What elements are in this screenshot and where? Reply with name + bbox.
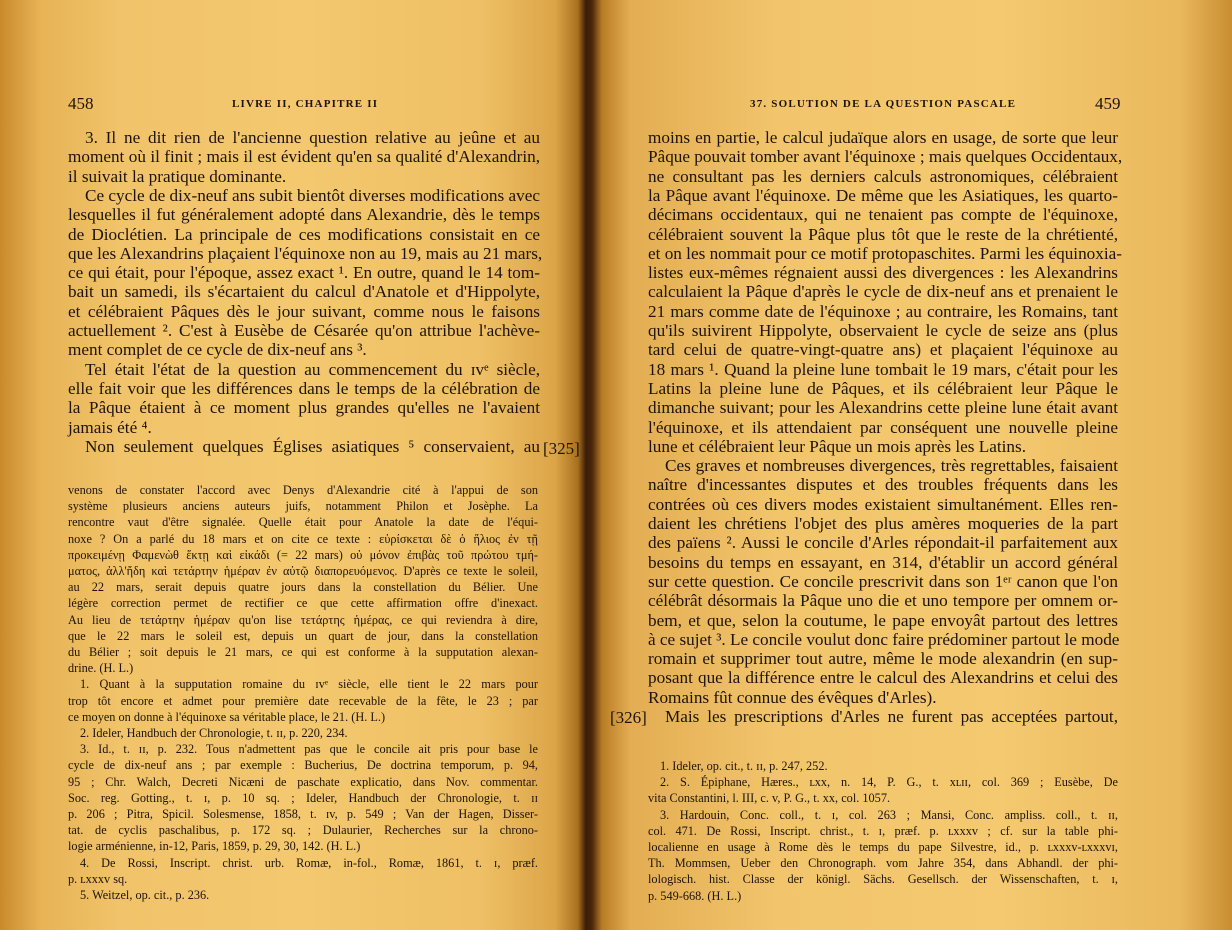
body-line: la Pâque avant l'équinoxe. De même que les Asiatiques, les quarto-: [648, 185, 1118, 205]
body-line: à ce sujet ³. Le concile voulut donc faire prédominer partout le mode: [648, 629, 1120, 649]
body-line: daient les chrétiens l'objet des plus amères moqueries de la part: [648, 514, 1118, 533]
footnote-line: Au lieu de τετάρτην ἡμέραν qu'on lise τετάρτης ἡμέρας, ce qui reviendra à dire,: [68, 612, 538, 627]
margin-page-marker: [326]: [610, 708, 647, 727]
body-line: 3. Il ne dit rien de l'ancienne question relative au jeûne et au: [85, 128, 540, 147]
footnote-line: προκειμένῃ Φαμενὼθ ἕκτῃ καὶ εἰκάδι (= 22 mars) οὐ μόνον ἐπιβὰς τοῦ πρώτου τμή-: [68, 547, 538, 562]
body-line: romain et supprimer tout autre, même le mode alexandrin (en sup-: [648, 649, 1118, 669]
body-line: Ce cycle de dix-neuf ans subit bientôt diverses modifications avec: [85, 185, 540, 205]
left-page: [0, 0, 586, 930]
footnote-line: p. 206 ; Pitra, Spicil. Solesmense, 1858, t. ɪv, p. 549 ; Van der Hagen, Disser-: [68, 807, 538, 821]
body-line: Latins la pleine lune de Pâques, et ils célébraient leur Pâque le: [648, 378, 1118, 398]
footnote-line: col. 471. De Rossi, Inscript. christ., t. ɪ, præf. p. ʟxxxv ; cf. sur la table phi-: [648, 823, 1118, 838]
footnote-line: rencontre vaut d'être signalée. Quelle était pour Anatole la date de l'équi-: [68, 515, 538, 530]
body-line: et célébraient Pâques dès le jour suivant, comme nous le faisons: [68, 301, 540, 321]
body-line: posant que la différence entre le calcul des Alexandrins et celui des: [648, 668, 1118, 688]
footnote-line: noxe ? On a parlé du 18 mars et on cite ce texte : εὑρίσκεται δὲ ὁ ἥλιος ἐν τῇ: [68, 531, 538, 546]
body-line: dimanche suivant; pour les Alexandrins cette pleine lune était avant: [648, 398, 1118, 418]
footnote-line: logie arménienne, in-12, Paris, 1859, p. 29, 30, 142. (H. L.): [68, 839, 361, 854]
body-line: il suivait la pratique dominante.: [68, 166, 287, 186]
body-line: 21 mars comme date de l'équinoxe ; au contraire, les Romains, tant: [648, 301, 1118, 321]
margin-page-marker: [325]: [543, 439, 580, 458]
body-line: tard celui de quatre-vingt-quatre ans) et plaçaient l'équinoxe au: [648, 340, 1118, 360]
footnote-line: vita Constantini, l. III, c. v, P. G., t. xx, col. 1057.: [648, 791, 891, 806]
body-line: la Pâque étaient à ce moment plus grandes qu'elles ne l'avaient: [68, 398, 540, 418]
page-number: 458: [68, 94, 94, 113]
footnote-line: cycle de dix-neuf ans ; par exemple : Bucherius, De doctrina temporum, p. 94,: [68, 758, 538, 773]
footnote-line: p. 549-668. (H. L.): [648, 888, 742, 903]
body-line: besoins du temps en essayant, en 314, d'établir un accord général: [648, 552, 1118, 572]
body-line: l'équinoxe, et ils attendaient par conséquent une nouvelle pleine: [648, 417, 1118, 437]
body-line: ce qui était, pour l'époque, assez exact ¹. En outre, quand le 14 tom-: [68, 263, 540, 283]
footnote-line: p. ʟxxxv sq.: [68, 871, 128, 886]
footnote-line: venons de constater l'accord avec Denys d'Alexandrie cité à l'appui de son: [68, 483, 538, 497]
body-line: qu'ils suivirent Hippolyte, observaient le cycle de seize ans (plus: [648, 321, 1118, 340]
right-page: [592, 0, 1232, 930]
footnote-line: 3. Id., t. ɪɪ, p. 232. Tous n'admettent pas que le concile ait pris pour base le: [80, 742, 538, 757]
body-line: célébraient souvent la Pâque plus tôt que le reste de la chrétienté,: [648, 224, 1118, 244]
running-head: 37. SOLUTION DE LA QUESTION PASCALE: [750, 98, 1017, 110]
body-line: elle fait voir que les différences dans le temps de la célébration de: [68, 378, 540, 398]
footnote-line: légère correction permet de rectifier ce que cette affirmation offre d'inexact.: [68, 596, 538, 611]
body-line: Tel était l'état de la question au commencement du ɪvᵉ siècle,: [85, 359, 540, 379]
body-line: Non seulement quelques Églises asiatiques ⁵ conservaient, au: [85, 436, 540, 456]
body-line: moment où il finit ; mais il est évident qu'en sa qualité d'Alexandrin,: [68, 147, 540, 167]
body-line: actuellement ². C'est à Eusèbe de Césarée qu'on attribue l'achève-: [68, 321, 540, 340]
running-head: LIVRE II, CHAPITRE II: [232, 98, 379, 110]
footnote-line: 2. S. Épiphane, Hæres., ʟxx, n. 14, P. G., t. xʟɪɪ, col. 369 ; Eusèbe, De: [660, 775, 1118, 790]
footnote-line: système plusieurs anciens auteurs juifs, notamment Philon et Josèphe. La: [68, 499, 538, 514]
footnote-line: Th. Mommsen, Ueber den Chronograph. vom Jahre 354, dans Abhandl. der phi-: [648, 856, 1118, 871]
body-line: Romains fût connue des évêques d'Arles).: [648, 687, 937, 707]
footnote-line: du Bélier ; soit depuis le 21 mars, ce qui est conforme à la supputation alexan-: [68, 645, 538, 659]
body-line: contrées où ces divers modes existaient simultanément. Elles ren-: [648, 494, 1118, 514]
body-line: 18 mars ¹. Quand la pleine lune tombait le 19 mars, c'était pour les: [648, 359, 1118, 379]
footnote-line: Soc. reg. Gotting., t. ɪ, p. 10 sq. ; Ideler, Handbuch der Chronologie, t. ɪɪ: [68, 790, 538, 805]
body-line: et on les nommait pour ce motif protopaschites. Parmi les équinoxia-: [648, 243, 1122, 263]
footnote-line: tat. de cyclis paschalibus, p. 172 sq. ; Dulaurier, Recherches sur la chrono-: [68, 823, 538, 838]
body-line: des païens ². Aussi le concile d'Arles répondait-il parfaitement aux: [648, 533, 1118, 553]
footnote-line: 2. Ideler, Handbuch der Chronologie, t. ɪɪ, p. 220, 234.: [80, 726, 348, 740]
body-line: ne consultant pas les derniers calculs astronomiques, célébraient: [648, 166, 1118, 186]
body-line: Mais les prescriptions d'Arles ne furent pas acceptées partout,: [665, 707, 1118, 726]
body-line: naître d'incessantes disputes et des troubles fréquents dans les: [648, 475, 1118, 495]
body-line: décimans occidentaux, qui ne tenaient pas compte de l'équinoxe,: [648, 205, 1118, 225]
body-line: Ces graves et nombreuses divergences, très regrettables, faisaient: [665, 456, 1118, 476]
footnote-line: 5. Weitzel, op. cit., p. 236.: [80, 888, 210, 902]
body-line: sur cette question. Ce concile prescrivit dans son 1ᵉʳ canon que l'on: [648, 571, 1118, 591]
body-line: lune et célébraient leur Pâque un mois après les Latins.: [648, 436, 1026, 456]
body-line: listes eux-mêmes régnaient aussi des divergences : les Alexandrins: [648, 263, 1118, 283]
body-line: jamais été ⁴.: [68, 417, 152, 437]
footnote-line: trop tôt encore et admet pour première date recevable de la fête, le 23 ; par: [68, 693, 538, 708]
footnote-line: 4. De Rossi, Inscript. christ. urb. Romæ, in-fol., Romæ, 1861, t. ɪ, præf.: [80, 855, 538, 870]
body-line: moins en partie, le calcul judaïque alors en usage, de sorte que leur: [648, 128, 1118, 147]
body-line: Pâque pouvait tomber avant l'équinoxe ; mais quelques Occidentaux,: [648, 147, 1123, 167]
body-line: calculaient la Pâque d'après le cycle de dix-neuf ans et prenaient le: [648, 282, 1118, 302]
footnote-line: ce moyen on donne à l'équinoxe sa véritable place, le 21. (H. L.): [68, 709, 386, 724]
footnote-line: 1. Ideler, op. cit., t. ɪɪ, p. 247, 252.: [660, 759, 828, 773]
footnote-line: drine. (H. L.): [68, 661, 134, 676]
body-line: bem, et que, selon la coutume, le pape envoyât partout des lettres: [648, 610, 1118, 630]
footnote-line: 3. Hardouin, Conc. coll., t. ɪ, col. 263 ; Mansi, Conc. ampliss. coll., t. ɪɪ,: [660, 807, 1118, 822]
footnote-line: lologisch. hist. Classe der königl. Sächs. Gesellsch. der Wissenschaften, t. ɪ,: [648, 872, 1118, 887]
body-line: de Dioclétien. La principale de ces modifications consistait en ce: [68, 224, 540, 244]
footnote-line: 95 ; Chr. Walch, Decreti Nicæni de paschate explicatio, dans Nov. commentar.: [68, 774, 538, 789]
body-line: bait un samedi, ils s'écartaient du calcul d'Anatole et d'Hippolyte,: [68, 282, 540, 302]
footnote-line: localienne en usage à Rome dès le temps du pape Silvestre, id., p. ʟxxxv-ʟxxxvɪ,: [648, 840, 1118, 854]
footnote-line: ματος, ἀλλ'ἤδη καὶ τετάρτην ἡμέραν ἐν αὐτῷ διαπορευόμενος. D'après ce texte le soleil,: [68, 564, 538, 578]
body-line: célébrât désormais la Pâque uno die et uno tempore per omnem or-: [648, 591, 1118, 611]
page-number: 459: [1095, 94, 1121, 113]
footnote-line: 1. Quant à la supputation romaine du ɪvᵉ siècle, elle tient le 22 mars pour: [80, 677, 538, 692]
body-line: ment complet de ce cycle de dix-neuf ans ³.: [68, 340, 367, 360]
footnote-line: au 22 mars, serait depuis quatre jours dans la constellation du Bélier. Une: [68, 580, 538, 595]
body-line: que les Alexandrins plaçaient l'équinoxe non au 19, mais au 21 mars,: [68, 243, 543, 263]
body-line: lesquelles il fut généralement adopté dans Alexandrie, dès le temps: [68, 205, 540, 225]
footnote-line: que le 22 mars le soleil est, depuis un quart de jour, dans la constellation: [68, 628, 538, 643]
